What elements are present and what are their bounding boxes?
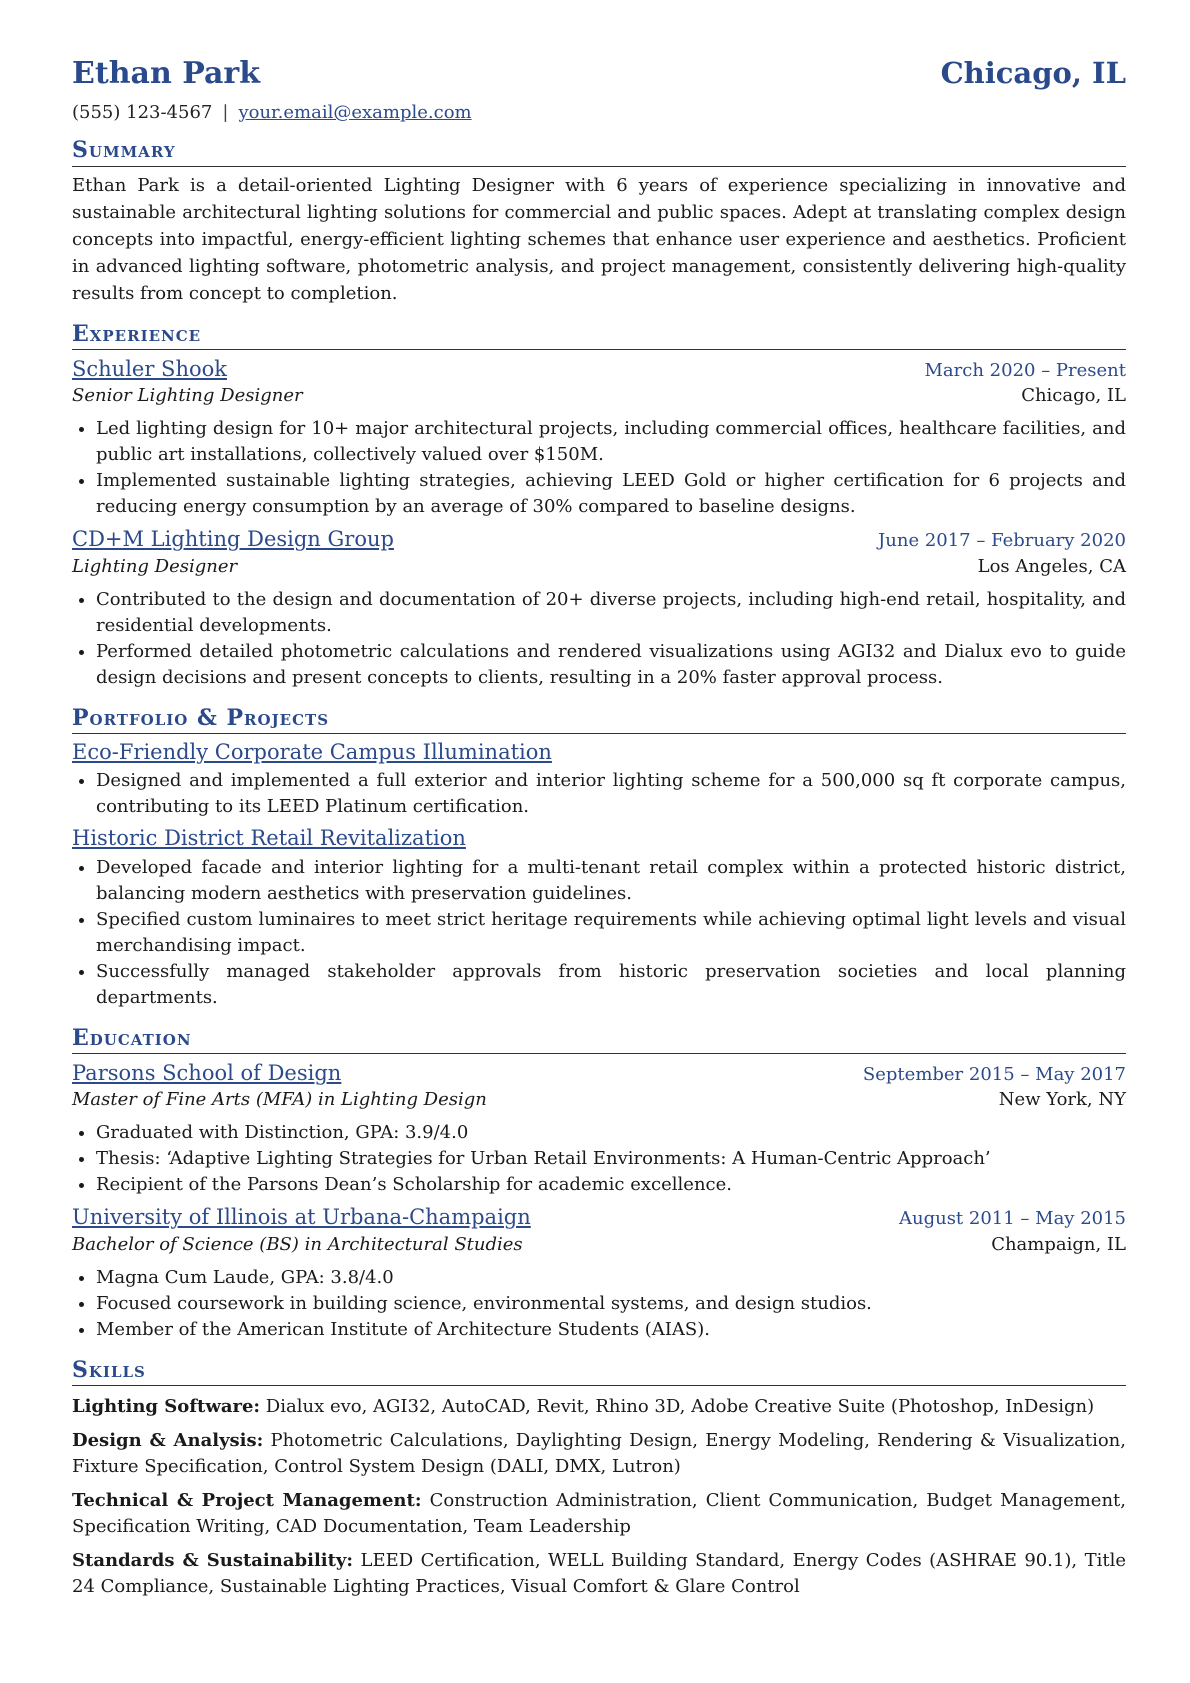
experience-bullets [72, 416, 1126, 520]
email-link[interactable]: your.email@example.com [238, 102, 472, 123]
list-item: • Led lighting design for 10+ major architectural projects, including commercial offices, healthcare facilities, and public art installations, collectively valued over $150M. [96, 416, 1126, 468]
list-item: • Specified custom luminaires to meet strict heritage requirements while achieving optimal light levels and visual merchandising impact. [96, 907, 1126, 959]
section-title-portfolio: Portfolio & Projects [72, 705, 1126, 735]
company-name[interactable]: Schuler Shook [72, 357, 227, 381]
skills-section [72, 1357, 1126, 1601]
experience-entry [72, 356, 1126, 520]
list-item: • Magna Cum Laude, GPA: 3.8/4.0 [96, 1265, 1126, 1291]
skill-line [72, 1548, 1126, 1600]
skill-line [72, 1488, 1126, 1540]
degree-title: Bachelor of Science (BS) in Architectural Studies [72, 1233, 523, 1255]
phone-number: (555) 123-4567 [72, 102, 213, 123]
education-bullets [72, 1265, 1126, 1343]
education-section [72, 1025, 1126, 1343]
list-item: • Implemented sustainable lighting strategies, achieving LEED Gold or higher certification for 6 projects and reducing energy consumption by an average of 30% compared to baseline designs. [96, 468, 1126, 520]
project-name[interactable]: Eco-Friendly Corporate Campus Illumination [72, 740, 552, 765]
section-title-education: Education [72, 1025, 1126, 1055]
list-item: • Graduated with Distinction, GPA: 3.9/4.0 [96, 1120, 1126, 1146]
skill-line [72, 1394, 1126, 1420]
skill-text: Construction Administration, Client Communication, Budget Management, Specification Writing, CAD Documentation, Team Leadership [72, 1490, 1126, 1538]
project-entry [72, 825, 1126, 1010]
list-item: • Thesis: ‘Adaptive Lighting Strategies for Urban Retail Environments: A Human-Centric Approach’ [96, 1146, 1126, 1172]
employment-dates: March 2020 – Present [924, 360, 1126, 381]
school-name[interactable]: University of Illinois at Urbana-Champaign [72, 1205, 531, 1230]
skill-line [72, 1428, 1126, 1480]
list-item: • Designed and implemented a full exterior and interior lighting scheme for a 500,000 sq ft corporate campus, contributing to its LEED Platinum certification. [96, 768, 1126, 820]
skill-label: Standards & Sustainability: [72, 1550, 354, 1572]
list-item: • Recipient of the Parsons Dean’s Scholarship for academic excellence. [96, 1172, 1126, 1198]
company-name[interactable]: CD+M Lighting Design Group [72, 527, 394, 552]
skill-text: Photometric Calculations, Daylighting Design, Energy Modeling, Rendering & Visualization, Fixture Specification, Control System Design (DALI, DMX, Lutron) [72, 1430, 1126, 1478]
education-entry [72, 1204, 1126, 1342]
summary-text: Ethan Park is a detail-oriented Lighting Designer with 6 years of experience specializing in innovative and sustainable architectural lighting solutions for commercial and public spaces. Adept at translating complex design concepts into impactful, energy-efficient lighting schemes that enhance user experience and aesthetics. Proficient in advanced lighting software, photometric analysis, and project management, consistently delivering high-quality results from concept to completion. [72, 174, 1126, 304]
job-location: Chicago, IL [1021, 385, 1126, 407]
section-title-skills: Skills [72, 1357, 1126, 1387]
section-title-experience: Experience [72, 321, 1126, 351]
project-entry [72, 739, 1126, 820]
resume-header [72, 56, 1126, 92]
school-name[interactable]: Parsons School of Design [72, 1061, 342, 1086]
summary-section [72, 137, 1126, 307]
project-bullets [72, 855, 1126, 1011]
skill-text: LEED Certification, WELL Building Standard, Energy Codes (ASHRAE 90.1), Title 24 Compliance, Sustainable Lighting Practices, Visual Comfort & Glare Control [72, 1550, 1126, 1598]
education-entry [72, 1060, 1126, 1198]
employment-dates: June 2017 – February 2020 [878, 530, 1126, 552]
section-title-summary: Summary [72, 137, 1126, 167]
experience-bullets [72, 587, 1126, 691]
contact-separator: | [222, 102, 229, 123]
list-item: • Performed detailed photometric calculations and rendered visualizations using AGI32 and Dialux evo to guide design decisions and present concepts to clients, resulting in a 20% faster approval process. [96, 639, 1126, 691]
list-item: • Contributed to the design and documentation of 20+ diverse projects, including high-end retail, hospitality, and residential developments. [96, 587, 1126, 639]
education-bullets [72, 1120, 1126, 1198]
candidate-name: Ethan Park [72, 56, 261, 91]
school-location: New York, NY [998, 1089, 1126, 1111]
job-title: Senior Lighting Designer [72, 385, 303, 407]
portfolio-section [72, 705, 1126, 1011]
experience-entry [72, 526, 1126, 690]
school-location: Champaign, IL [991, 1233, 1126, 1255]
project-bullets [72, 768, 1126, 820]
study-dates: September 2015 – May 2017 [862, 1064, 1126, 1086]
resume-page [72, 56, 1126, 1600]
skill-text: Dialux evo, AGI32, AutoCAD, Revit, Rhino 3D, Adobe Creative Suite (Photoshop, InDesign) [265, 1396, 1095, 1418]
list-item: • Focused coursework in building science, environmental systems, and design studios. [96, 1291, 1126, 1317]
project-name[interactable]: Historic District Retail Revitalization [72, 826, 466, 851]
job-title: Lighting Designer [72, 555, 238, 577]
experience-section [72, 321, 1126, 691]
candidate-location: Chicago, IL [940, 56, 1126, 90]
skill-label: Lighting Software: [72, 1396, 261, 1418]
study-dates: August 2011 – May 2015 [898, 1208, 1126, 1230]
list-item: • Developed facade and interior lighting for a multi-tenant retail complex within a protected historic district, balancing modern aesthetics with preservation guidelines. [96, 855, 1126, 907]
job-location: Los Angeles, CA [977, 555, 1126, 577]
list-item: • Successfully managed stakeholder approvals from historic preservation societies and local planning departments. [96, 959, 1126, 1011]
degree-title: Master of Fine Arts (MFA) in Lighting Design [72, 1089, 487, 1111]
skill-label: Technical & Project Management: [72, 1490, 422, 1512]
list-item: • Member of the American Institute of Architecture Students (AIAS). [96, 1317, 1126, 1343]
contact-line [72, 102, 1126, 123]
skill-label: Design & Analysis: [72, 1430, 264, 1452]
